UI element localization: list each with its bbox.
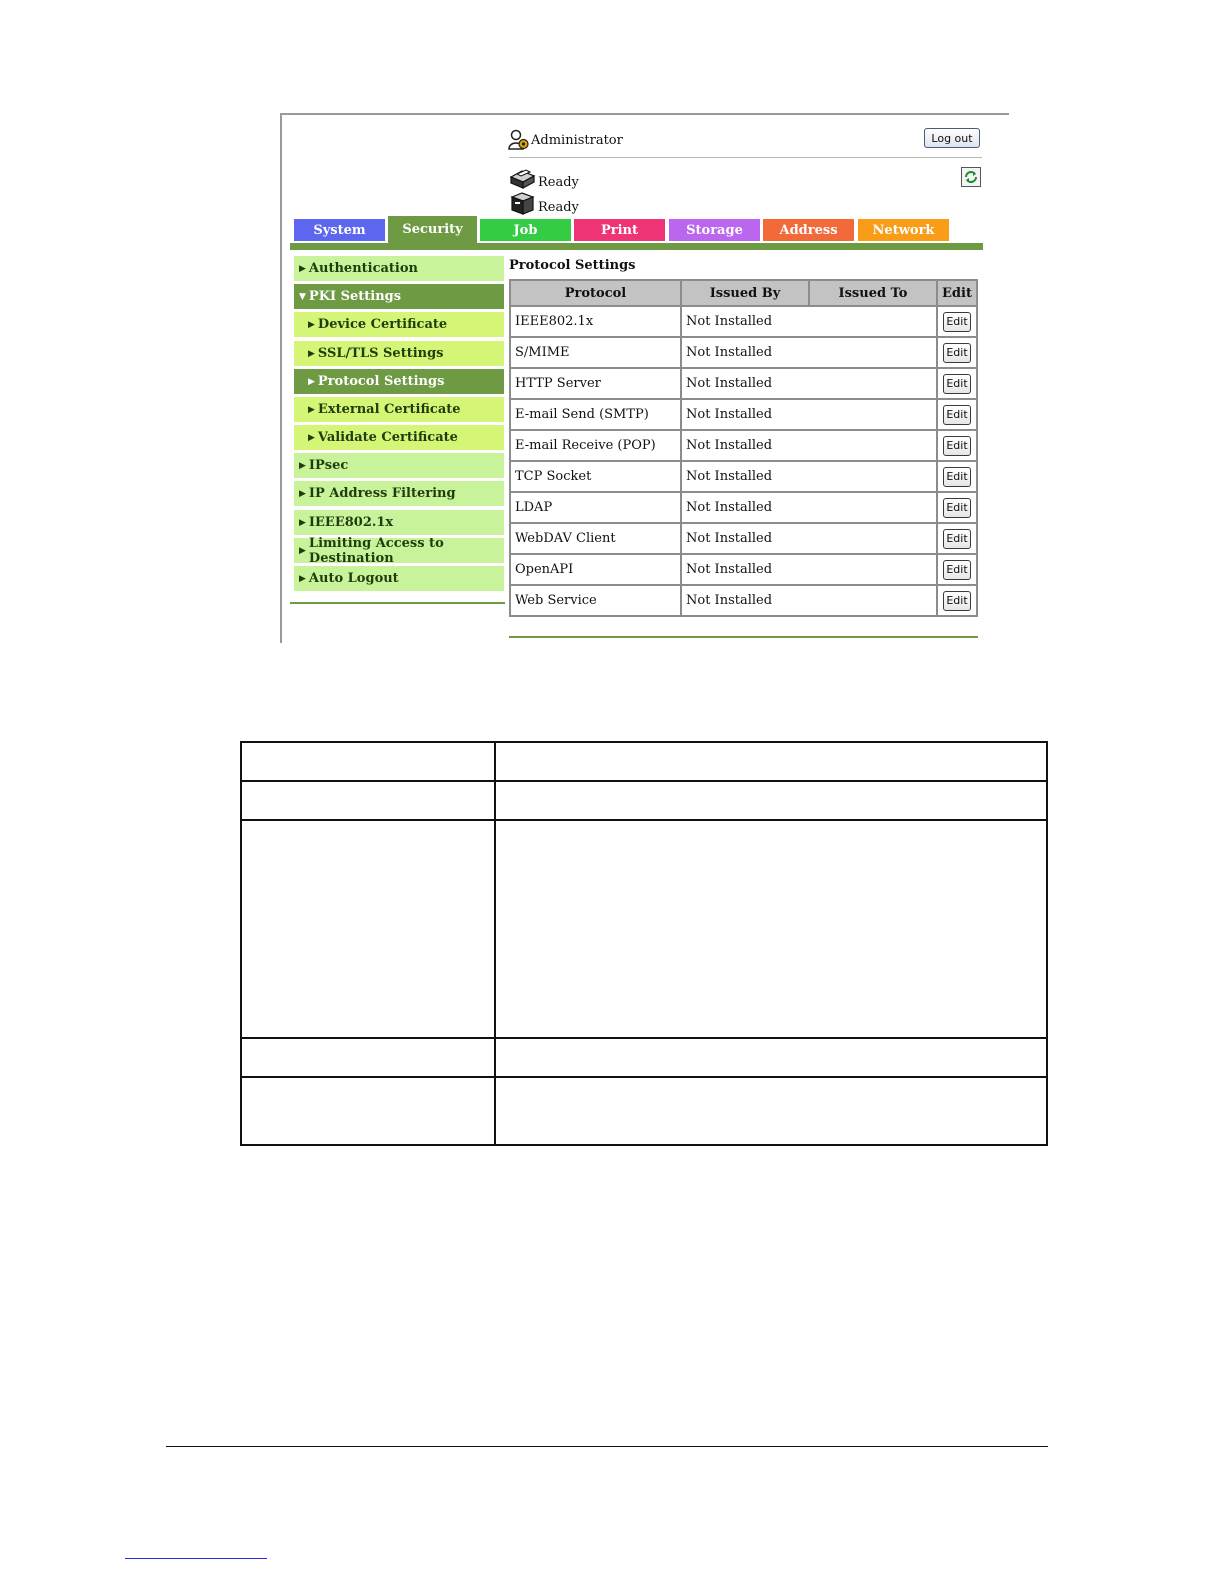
protocol-name: LDAP	[511, 493, 682, 524]
table-row	[241, 742, 1047, 781]
arrow-right-icon: ▶	[299, 488, 306, 499]
page-title: Protocol Settings	[509, 258, 636, 273]
sidebar-item-label: IEEE802.1x	[308, 515, 394, 530]
sidebar-item-label: Authentication	[308, 261, 418, 276]
scanner-status	[508, 191, 579, 215]
user-indicator	[508, 128, 623, 152]
column-header-edit: Edit	[938, 281, 976, 307]
protocol-table	[509, 279, 978, 617]
certificate-status: Not Installed	[682, 555, 938, 586]
tab-underline	[290, 243, 983, 250]
scanner-status-text: Ready	[538, 200, 579, 215]
sidebar-item-label: External Certificate	[317, 402, 461, 417]
tab-network[interactable]: Network	[858, 219, 949, 241]
screenshot-frame-left	[280, 113, 282, 643]
description-table	[240, 741, 1048, 1146]
sidebar-item-label: Protocol Settings	[317, 374, 445, 389]
table-cell	[495, 820, 1047, 1038]
protocol-name: WebDAV Client	[511, 524, 682, 555]
column-header-issued-to: Issued To	[810, 281, 938, 307]
scanner-icon	[508, 191, 536, 215]
sidebar-item-label: Device Certificate	[317, 317, 448, 332]
table-row	[511, 524, 976, 555]
edit-button[interactable]: Edit	[943, 436, 971, 456]
tab-security[interactable]: Security	[388, 216, 477, 243]
edit-cell	[938, 586, 976, 615]
sidebar-item-label: Auto Logout	[308, 571, 399, 586]
printer-status-text: Ready	[538, 175, 579, 190]
table-header-row	[511, 281, 976, 307]
arrow-right-icon: ▶	[308, 432, 315, 443]
refresh-icon	[963, 169, 979, 185]
table-row	[511, 555, 976, 586]
certificate-status: Not Installed	[682, 493, 938, 524]
sidebar-item-validate-certificate[interactable]	[294, 425, 504, 450]
table-row	[511, 307, 976, 338]
sidebar-item-label: IPsec	[308, 458, 349, 473]
table-cell	[495, 742, 1047, 781]
header-divider	[509, 157, 982, 158]
sidebar-item-ssl-tls-settings[interactable]	[294, 341, 504, 366]
table-row	[511, 338, 976, 369]
sidebar-item-label: Limiting Access to Destination	[308, 535, 444, 566]
table-row	[511, 586, 976, 615]
edit-button[interactable]: Edit	[943, 312, 971, 332]
table-cell	[241, 1077, 495, 1145]
sidebar-divider	[290, 602, 505, 604]
table-row	[511, 462, 976, 493]
edit-cell	[938, 493, 976, 524]
footer-rule	[166, 1446, 1048, 1447]
sidebar-item-protocol-settings[interactable]	[294, 369, 504, 394]
table-cell	[495, 1038, 1047, 1077]
certificate-status: Not Installed	[682, 462, 938, 493]
protocol-name: E-mail Receive (POP)	[511, 431, 682, 462]
protocol-name: IEEE802.1x	[511, 307, 682, 338]
table-row	[241, 781, 1047, 820]
certificate-status: Not Installed	[682, 307, 938, 338]
edit-cell	[938, 524, 976, 555]
sidebar-item-limiting-access[interactable]	[294, 535, 504, 566]
table-row	[511, 400, 976, 431]
edit-button[interactable]: Edit	[943, 560, 971, 580]
certificate-status: Not Installed	[682, 431, 938, 462]
table-cell	[495, 781, 1047, 820]
certificate-status: Not Installed	[682, 400, 938, 431]
certificate-status: Not Installed	[682, 586, 938, 615]
edit-button[interactable]: Edit	[943, 343, 971, 363]
certificate-status: Not Installed	[682, 369, 938, 400]
edit-cell	[938, 400, 976, 431]
sidebar-item-label: Validate Certificate	[317, 430, 458, 445]
footer-link-underline	[125, 1558, 267, 1559]
column-header-issued-by: Issued By	[682, 281, 810, 307]
arrow-down-icon: ▼	[299, 291, 306, 302]
certificate-status: Not Installed	[682, 524, 938, 555]
table-row	[241, 1077, 1047, 1145]
arrow-right-icon: ▶	[299, 460, 306, 471]
edit-button[interactable]: Edit	[943, 374, 971, 394]
arrow-right-icon: ▶	[299, 263, 306, 274]
tab-print[interactable]: Print	[574, 219, 665, 241]
table-cell	[241, 742, 495, 781]
printer-icon	[508, 168, 536, 190]
tab-address[interactable]: Address	[763, 219, 854, 241]
table-row	[241, 820, 1047, 1038]
edit-button[interactable]: Edit	[943, 405, 971, 425]
sidebar-item-ipsec[interactable]	[294, 453, 504, 478]
arrow-right-icon: ▶	[308, 319, 315, 330]
tab-job[interactable]: Job	[480, 219, 571, 241]
sidebar-item-authentication[interactable]	[294, 256, 504, 281]
arrow-right-icon: ▶	[299, 545, 306, 556]
certificate-status: Not Installed	[682, 338, 938, 369]
table-cell	[241, 781, 495, 820]
sidebar-item-label: SSL/TLS Settings	[317, 346, 444, 361]
protocol-name: TCP Socket	[511, 462, 682, 493]
edit-button[interactable]: Edit	[943, 591, 971, 611]
tab-system[interactable]: System	[294, 219, 385, 241]
arrow-right-icon: ▶	[299, 573, 306, 584]
edit-cell	[938, 555, 976, 586]
sidebar-item-label: PKI Settings	[308, 289, 402, 304]
protocol-name: HTTP Server	[511, 369, 682, 400]
content-divider	[509, 636, 978, 638]
sidebar-item-device-certificate[interactable]	[294, 312, 504, 337]
arrow-right-icon: ▶	[308, 404, 315, 415]
protocol-name: OpenAPI	[511, 555, 682, 586]
edit-button[interactable]: Edit	[943, 467, 971, 487]
protocol-name: S/MIME	[511, 338, 682, 369]
sidebar-item-ip-address-filtering[interactable]	[294, 481, 504, 506]
sidebar-item-external-certificate[interactable]	[294, 397, 504, 422]
table-row	[241, 1038, 1047, 1077]
sidebar-item-ieee802-1x[interactable]	[294, 510, 504, 535]
edit-cell	[938, 431, 976, 462]
logout-button[interactable]: Log out	[924, 128, 980, 148]
sidebar-item-auto-logout[interactable]	[294, 566, 504, 591]
edit-cell	[938, 462, 976, 493]
table-cell	[241, 1038, 495, 1077]
protocol-name: Web Service	[511, 586, 682, 615]
arrow-right-icon: ▶	[308, 376, 315, 387]
sidebar-item-label: IP Address Filtering	[308, 486, 456, 501]
table-row	[511, 369, 976, 400]
arrow-right-icon: ▶	[308, 348, 315, 359]
edit-button[interactable]: Edit	[943, 529, 971, 549]
edit-cell	[938, 369, 976, 400]
printer-status	[508, 166, 579, 190]
administrator-icon	[508, 129, 530, 151]
user-name: Administrator	[531, 132, 623, 148]
edit-cell	[938, 307, 976, 338]
table-row	[511, 431, 976, 462]
column-header-protocol: Protocol	[511, 281, 682, 307]
table-cell	[241, 820, 495, 1038]
screenshot-frame-top	[281, 113, 1009, 115]
tab-storage[interactable]: Storage	[669, 219, 760, 241]
refresh-button[interactable]	[961, 167, 981, 187]
edit-button[interactable]: Edit	[943, 498, 971, 518]
arrow-right-icon: ▶	[299, 517, 306, 528]
protocol-name: E-mail Send (SMTP)	[511, 400, 682, 431]
table-cell	[495, 1077, 1047, 1145]
table-row	[511, 493, 976, 524]
sidebar-item-pki-settings[interactable]	[294, 284, 504, 309]
edit-cell	[938, 338, 976, 369]
